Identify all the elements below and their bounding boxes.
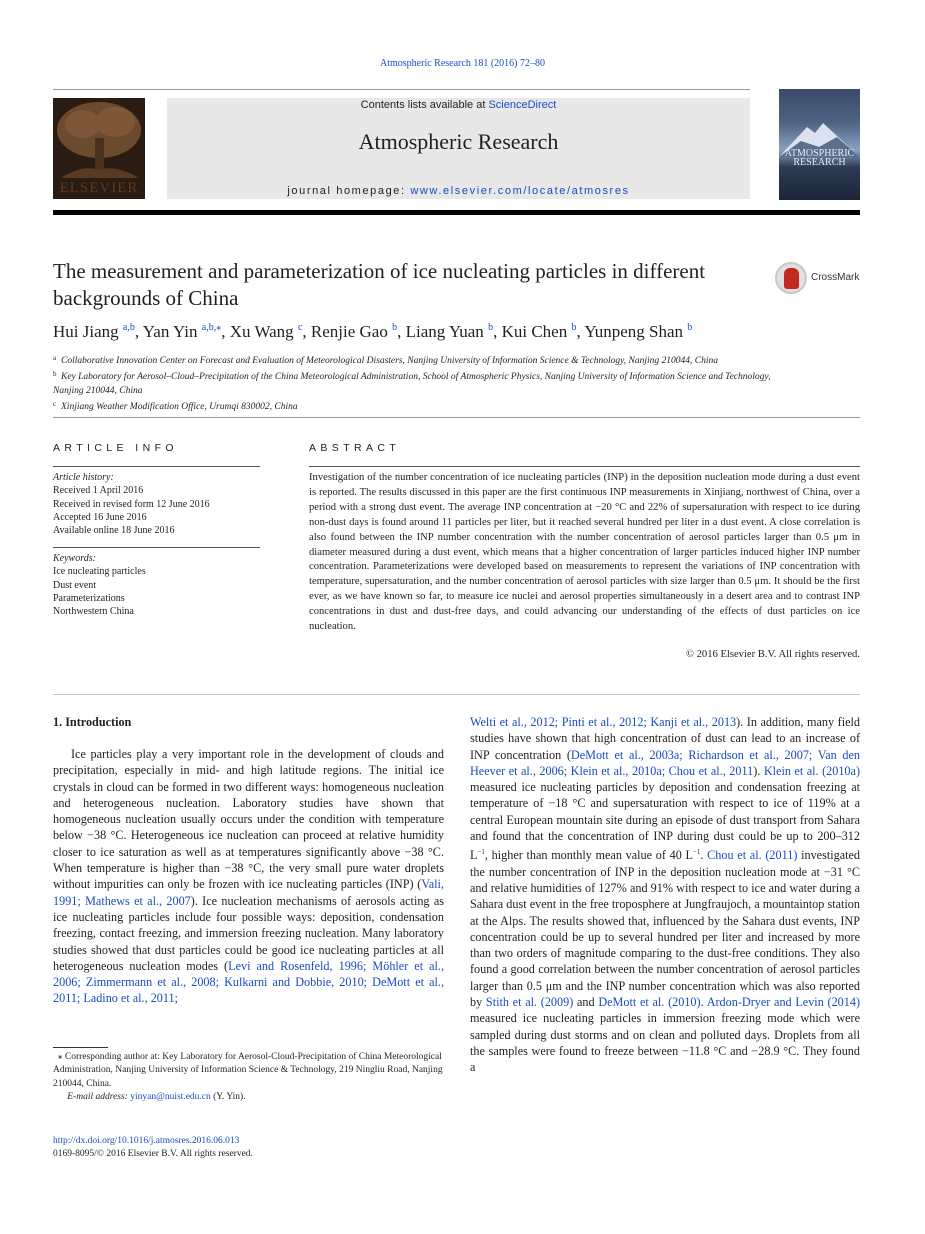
author-name[interactable]: Renjie Gao: [310, 322, 388, 341]
author-separator: ,: [576, 322, 585, 341]
author-separator: ,: [397, 322, 406, 341]
author-name[interactable]: Yan Yin: [142, 322, 198, 341]
citation-link[interactable]: Stith et al. (2009): [485, 995, 574, 1010]
paragraph: Ice particles play a very important role in the development of clouds and precipitation, especially in mid- and high latitude regions. The initial ice crystals in cloud can be formed in two different ways: homogeneous nucleation and heterogeneous nucleation. Laboratory studies have shown that homogeneous nucleation usually occurs under the condition with temperature below −38 °C. Heterogeneous ice nucleation can proceed at relative humidity closer to ice saturation as well as at temperatures significantly above −38 °C. When temperature is higher than −38 °C, the very small pure water droplets without impurities can only be frozen with ice nucleating particles (INP) (Vali, 1991; Mathews et al., 2007). Ice nucleation mechanisms of aerosols acting as ice nucleating particles include four possible ways: deposition, condensation freezing, contact freezing, and immersion freezing nucleation. Many laboratory studies showed that dust particles could be good ice nucleating particles at all heterogeneous nucleation modes (Levi and Rosenfeld, 1996; Möhler et al., 2006; Zimmermann et al., 2008; Kulkarni and Dobbie, 2010; DeMott et al., 2011; Ladino et al., 2011;: [53, 747, 445, 1006]
affiliation-b-cont: Nanjing 210044, China: [53, 385, 143, 396]
body-column-right: [470, 714, 860, 1076]
header-thick-rule: [53, 210, 860, 215]
author-affiliation-marks[interactable]: a,b: [122, 322, 135, 333]
affiliation-b: b Key Laboratory for Aerosol–Cloud–Precipitation of the China Meteorological Administration, School of Atmospheric Physics, Nanjing University of Information Science and Technology,: [53, 370, 771, 383]
article-info-heading: ARTICLE INFO: [53, 442, 178, 454]
journal-title: Atmospheric Research: [358, 129, 559, 154]
abstract-text: Investigation of the number concentration of ice nucleating particles (INP) in the deposition nucleation mode during a dust event is reported. The results discussed in this paper are the first continuous INP measurements in Xinjiang, northwest of China, over a period with a strong dust event. The average INP concentration at −20 °C and 22% of supersaturation with respect to ice during non-dust days is found around 11 particles per liter, but it reached several hundred per liter in a dust event. A close correlation is also found between the INP number concentration with the number concentration of aerosol particles larger than 0.5 μm in diameter measured during a dust event, which means that a higher concentration of larger particles induced higher INP number concentration. Parameterizations were developed based on measurements to represent the variations of INP concentration with temperature, supersaturation, and the number concentration of aerosol particles with size larger than 0.5 μm. It should be the first ever, as we have known so far, to measure ice nuclei and aerosol properties simultaneously in a desert area and to contrast INP concentrations in dust and dust-free days, and could advancing our understanding of the effects of dust particles on ice nucleation.: [309, 472, 860, 633]
author-name[interactable]: Xu Wang: [229, 322, 294, 341]
author-separator: ,: [493, 322, 502, 341]
elsevier-logo[interactable]: [53, 98, 145, 199]
keyword-item: Ice nucleating particles: [53, 566, 146, 578]
body-column-left: [53, 746, 444, 1007]
article-history: [53, 471, 263, 537]
citation-link[interactable]: DeMott et al. (2010): [598, 995, 701, 1010]
contents-line: [167, 99, 750, 111]
citation-link[interactable]: Chou et al. (2011): [707, 848, 798, 863]
author-affiliation-marks[interactable]: b: [687, 322, 693, 333]
author-affiliation-marks[interactable]: c: [297, 322, 303, 333]
footnote-email: E-mail address: yinyan@nuist.edu.cn (Y. Yin).: [67, 1091, 246, 1102]
author-affiliation-marks[interactable]: b: [488, 322, 494, 333]
citation-link[interactable]: Klein et al. (2010a): [763, 763, 860, 778]
crossmark-button[interactable]: [775, 262, 865, 294]
crossmark-label: CrossMark: [811, 272, 860, 283]
author-affiliation-marks[interactable]: a,b,⁎: [201, 322, 222, 333]
keyword-item: Parameterizations: [53, 592, 125, 604]
issn-line: 0169-8095/© 2016 Elsevier B.V. All rights reserved.: [53, 1149, 253, 1159]
affiliation-c: c Xinjiang Weather Modification Office, Urumqi 830002, China: [53, 399, 298, 412]
keywords-label: Keywords:: [53, 553, 96, 564]
author-affiliation-marks[interactable]: b: [392, 322, 398, 333]
divider: [53, 694, 860, 695]
sciencedirect-link[interactable]: ScienceDirect: [488, 99, 557, 111]
header-divider: [53, 89, 750, 90]
author-name[interactable]: Yunpeng Shan: [584, 322, 684, 341]
author-list: [53, 322, 863, 342]
tree-emblem-icon: [53, 98, 145, 183]
keyword-item: Dust event: [53, 579, 97, 591]
homepage-prefix: journal homepage:: [287, 185, 411, 197]
journal-cover-image[interactable]: [779, 89, 860, 200]
section-heading: 1. Introduction: [53, 715, 132, 729]
article-title: The measurement and parameterization of ice nucleating particles in different backgrounds of China: [53, 259, 706, 310]
divider: [53, 417, 860, 418]
corresponding-author-footnote: [53, 1051, 444, 1104]
keywords: [53, 552, 263, 618]
affiliations: [53, 352, 853, 414]
divider: [53, 547, 260, 548]
citation-link[interactable]: Ardon-Dryer and Levin (2014): [706, 995, 861, 1010]
footnote-text: ⁎ Corresponding author at: Key Laboratory for Aerosol-Cloud-Precipitation of China Meteorological Administration, Nanjing University of Information Science & Technology, 219 Ningliu Road, Nanjing 210044, China.: [53, 1052, 443, 1089]
elsevier-wordmark: ELSEVIER: [59, 180, 139, 196]
divider: [309, 466, 860, 467]
citation-link[interactable]: Welti et al., 2012; Pinti et al., 2012; Kanji et al., 2013: [470, 715, 737, 729]
author-separator: ,: [302, 322, 311, 341]
homepage-link[interactable]: www.elsevier.com/locate/atmosres: [410, 185, 630, 197]
cover-title: ATMOSPHERIC RESEARCH: [784, 148, 855, 168]
keyword-item: Northwestern China: [53, 606, 134, 618]
contents-prefix: Contents lists available at: [360, 99, 489, 111]
abstract-heading: ABSTRACT: [309, 442, 401, 454]
history-item: Received in revised form 12 June 2016: [53, 498, 210, 510]
paragraph: Welti et al., 2012; Pinti et al., 2012; Kanji et al., 2013). In addition, many field studies have shown that high concentration of dust can lead to an increase of INP concentration (DeMott et al., 2003a; Richardson et al., 2007; Van den Heever et al., 2006; Klein et al., 2010a; Chou et al., 2011). Klein et al. (2010a) measured ice nucleating particles by deposition and condensation freezing at temperature of −18 °C and supersaturation with respect to ice of 119% at a central European mountain site during an episode of dust transport from Sahara and found that the concentration of INP during dust could be up to 200–312 $L^{-1}$, higher than monthly mean value of 40 $L^{-1}$. Chou et al. (2011) investigated the number concentration of INP in the deposition nucleation mode at −31 °C and relative humidities of 127% and 91% with respect to ice and water during a Sahara dust event in the free troposphere at Jungfraujoch, a mountaintop station at the Alps. The results showed that, influenced by the Sahara dust events, INP concentration could be up to several hundred per liter and increased by more than two orders of magnitude comparing to the dust-free conditions. They also found a good correlation between the number concentration of aerosol particles larger than 0.5 μm and the INP number concentration which was also reported by Stith et al. (2009) and DeMott et al. (2010). Ardon-Dryer and Levin (2014) measured ice nucleating particles in immersion freezing mode which were sampled during dust storms and on clean and polluted days. Droplets from all the samples were found to freeze between −11.8 °C and −28.9 °C. They found a: [470, 715, 861, 1075]
affiliation-a: a Collaborative Innovation Center on Forecast and Evaluation of Meteorological Disasters, Nanjing University of Information Science & Technology, Nanjing 210044, China: [53, 354, 719, 366]
abstract-copyright: © 2016 Elsevier B.V. All rights reserved.: [685, 649, 860, 660]
author-affiliation-marks[interactable]: b: [571, 322, 577, 333]
author-name[interactable]: Liang Yuan: [405, 322, 484, 341]
journal-homepage: [167, 185, 750, 197]
doi-link[interactable]: http://dx.doi.org/10.1016/j.atmosres.2016.06.013: [53, 1136, 240, 1146]
author-separator: ,: [221, 322, 230, 341]
citation-link[interactable]: DeMott et al., 2003a; Richardson et al., 2007; Van den Heever et al., 2006; Klein et al., 2010a; Chou et al., 2011: [470, 747, 860, 778]
footnote-rule: [53, 1047, 108, 1048]
author-name[interactable]: Hui Jiang: [53, 322, 119, 341]
history-label: Article history:: [53, 472, 114, 483]
crossmark-icon: [775, 262, 807, 294]
history-item: Received 1 April 2016: [53, 485, 144, 497]
journal-citation[interactable]: Atmospheric Research 181 (2016) 72–80: [380, 58, 545, 69]
citation-link[interactable]: Levi and Rosenfeld, 1996; Möhler et al., 2006; Zimmermann et al., 2008; Kulkarni and Dobbie, 2010; DeMott et al., 2011; Ladino et al., 2011;: [53, 958, 445, 1006]
history-item: Available online 18 June 2016: [53, 525, 175, 537]
email-link[interactable]: yinyan@nuist.edu.cn: [130, 1091, 211, 1102]
history-item: Accepted 16 June 2016: [53, 511, 147, 523]
author-separator: ,: [134, 322, 143, 341]
author-name[interactable]: Kui Chen: [501, 322, 568, 341]
citation-link[interactable]: Vali, 1991; Mathews et al., 2007: [53, 877, 444, 908]
divider: [53, 466, 260, 467]
